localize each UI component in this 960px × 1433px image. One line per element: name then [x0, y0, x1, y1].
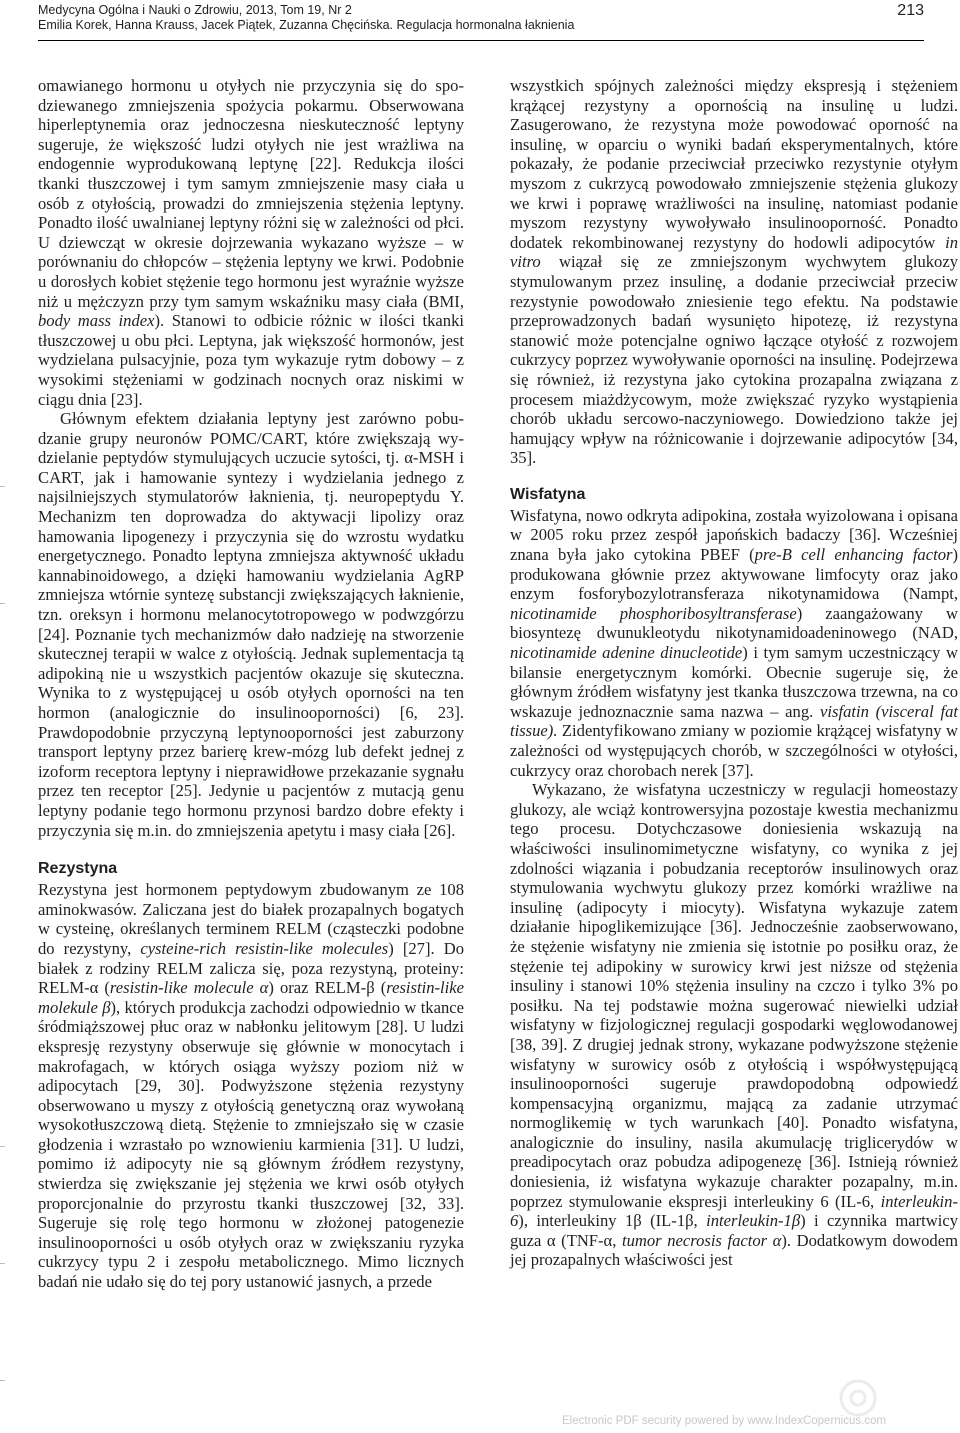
- paragraph: omawianego hormonu u otyłych nie przyczynia się do spodziewanego zmniejszenia spożycia pokarmu. Obserwowana hiperleptynemia oraz jednoczesna nieskuteczność leptyny sugeruje, że większość ludzi otyłych nie jest wrażliwa na endogennie wyprodukowaną leptynę [22]. Redukcja ilości tkanki tłuszczowej i tym samym zmniejszenie masy ciała u osób z otyłością, prowadzi do zmniejszenia stężenia leptyny. Ponadto ilość uwalnianej leptyny różni się w zależności od płci. U dziewcząt w okresie dojrzewania wykazano wyższe – w porównaniu do chłopców – stężenia leptyny we krwi. Podobnie u dorosłych kobiet stężenie tego hormonu jest wyraźnie wyższe niż u mężczyzn przy tym samym wskaźniku masy ciała (BMI, body mass index). Stanowi to odbicie różnic w ilości tkanki tłuszczowej u obu płci. Leptyna, jak większość hormonów, jest wydzielana pulsacyjnie, poza tym wykazuje rytm dobowy – z wysokimi stężeniami w godzinach nocnych oraz niskimi w ciągu dnia [23].: [38, 76, 464, 409]
- right-column: [510, 76, 958, 1270]
- margin-mark: [0, 1146, 5, 1147]
- margin-mark: [0, 1380, 5, 1381]
- left-column: [38, 76, 464, 1292]
- paragraph: wszystkich spójnych zależności między ekspresją i stężeniem krążącej rezystyny a opornością na insulinę u ludzi. Zasugerowano, że rezystyna może powodować oporność na insulinę, w oparciu o wyniki badań eksperymentalnych, które pokazały, że podanie przeciwciał przeciwko rezystynie otyłym myszom z cukrzycą powodowało zmniejszenie stężenia glukozy we krwi i poprawę wrażliwości na insulinę, natomiast podanie myszom rezystyny wywoływało insulinooporność. Ponadto dodatek rekombinowanej rezystyny do hodowli adipocytów in vitro wiązał się ze zmniejszonym wychwytem glukozy stymulowanym przez insulinę, a dodanie przeciwciał przeciw rezystynie powodowało zniesienie tego efektu. Na podstawie przeprowadzonych badań wysunięto hipotezę, iż rezystyna stanowić może potencjalne ogniwo łączące otyłość z rozwojem cukrzycy poprzez wywoływanie oporności na insulinę. Podejrzewa się również, iż rezystyna jako cytokina prozapalna związana z procesem miażdżycowym, może zwiększać ryzyko wystąpienia chorób układu sercowo-naczyniowego. Dowiedziono także jej hamujący wpływ na różnicowanie i dojrzewanie adipocytów [34, 35].: [510, 76, 958, 468]
- paragraph: Rezystyna jest hormonem peptydowym zbudowanym ze 108 aminokwasów. Zaliczana jest do białek prozapalnych bogatych w cysteinę, określanych terminem RELM (cząsteczki podobne do rezystyny, cysteine-rich resistin-like molecules) [27]. Do białek z rodziny RELM zalicza się, poza rezystyną, proteiny: RELM-α (resistin-like molecule α) oraz RELM-β (resistin-like molekule β), których produkcja zachodzi odpowiednio w tkance śródmiąższowej płuc oraz w nabłonku jelitowym [28]. U ludzi ekspresję rezystyny obserwuje się głównie w monocytach i makrofagach, w których osiąga wyższy poziom niż w adipocytach [29, 30]. Podwyższone stężenia rezystyny obserwowano u myszy z otyłością genetyczną oraz wywołaną wysokotłuszczową dietą. Stężenie to zmniejszało się w czasie głodzenia i wzrastało po wznowieniu karmienia [31]. U ludzi, pomimo iż adipocyty nie są głównym źródłem rezystyny, stwierdza się zwiększanie jej stężenia we krwi osób otyłych proporcjonalnie do przyrostu tkanki tłuszczowej [32, 33]. Sugeruje się rolę tego hormonu w złożonej patogenezie insulinooporności u osób otyłych oraz w zwiększaniu ryzyka cukrzycy typu 2 i zespołu metabolicznego. Mimo licznych badań nie udało się do tej pory ustanowić jasnych, a przede: [38, 880, 464, 1292]
- paragraph: Wisfatyna, nowo odkryta adipokina, została wyizolowana i opisana w 2005 roku przez zespół japońskich badaczy [36]. Wcześniej znana była jako cytokina PBEF (pre-B cell enhancing factor) produkowana głównie przez aktywowane limfocyty oraz jako enzym fosforybozylotransferaza nikotynamidowa (Nampt, nicotinamide phosphoribosyltransferase) zaangażowany w biosyntezę dwunukleotydu nikotynamidoadeninowego (NAD, nicotinamide adenine dinucleotide) i tym samym uczestniczący w bilansie energetycznym komórki. Obecnie sugeruje się, że głównym źródłem wisfatyny jest tkanka tłuszczowa trzewna, na co wskazuje jednoznacznie sama nazwa – ang. visfatin (visceral fat tissue). Zidentyfikowano zmiany w poziomie krążącej wisfatyny w zależności od występujących chorób, w szczególności w otyłości, cukrzycy oraz chorobach nerek [37].: [510, 505, 959, 780]
- section-heading-rezystyna: Rezystyna: [38, 860, 118, 878]
- article-authors-title: Emilia Korek, Hanna Krauss, Jacek Piątek, Zuzanna Chęcińska. Regulacja hormonalna łaknienia: [38, 18, 575, 32]
- page-number: 213: [897, 2, 924, 19]
- margin-mark: [0, 603, 5, 604]
- margin-mark: [0, 486, 5, 487]
- watermark-logo-icon: [838, 1378, 878, 1418]
- journal-title: Medycyna Ogólna i Nauki o Zdrowiu, 2013, Tom 19, Nr 2: [38, 3, 352, 17]
- running-header: [38, 0, 924, 41]
- margin-mark: [0, 1263, 5, 1264]
- footer-security-notice: Electronic PDF security powered by www.IndexCopernicus.com: [562, 1415, 887, 1427]
- paragraph: Głównym efektem działania leptyny jest zarówno pobudzanie grupy neuronów POMC/CART, które zwiększają wydzielanie peptydów stymulujących uczucie sytości, tj. α-MSH i CART, jak i hamowanie syntezy i wydzielania jednego z najsilniejszych stymulatorów łaknienia, tj. neuropeptydu Y. Mechanizm ten doprowadza do aktywacji lipolizy oraz hamowania lipogenezy i przyczynia się do wzrostu wydatku energetycznego. Ponadto leptyna zmniejsza aktywność układu kannabinoidowego, a dzięki hamowaniu wydzielania AgRP zmniejsza wtórnie syntezę substancji zwiększających łaknienie, tzn. oreksyn i hormonu melanocytotropowego w podwzgórzu [24]. Poznanie tych mechanizmów dało nadzieję na stworzenie skutecznej terapii w walce z otyłością. Jednak suplementacja tą adipokiną nie u wszystkich pacjentów okazuje się skuteczna. Wynika to z występującej u osób otyłych oporności na ten hormon (analogicznie do insulinooporności) [6, 23]. Prawdopodobnie przyczyną leptynooporności jest zaburzony transport leptyny przez barierę krew-mózg lub defekt jednej z izoform receptora leptyny i nieprawidłowe przekazanie sygnału przez ten receptor [25]. Jedynie u pacjentów z mutacją genu leptyny podanie tego hormonu przynosi bardzo dobre efekty i przyczynia się m.in. do zmniejszenia apetytu i masy ciała [26].: [38, 409, 464, 840]
- paragraph: Wykazano, że wisfatyna uczestniczy w regulacji homeostazy glukozy, ale wciąż kontrowersyjna pozostaje kwestia mechanizmu tego procesu. Dotychczasowe doniesienia wskazują na właściwości insulinomimetyczne wisfatyny, co wynika z jej zdolności wiązania i pobudzania receptorów insulinowych oraz stymulowania wychwytu glukozy przez komórki wrażliwe na insulinę (adipocyty i miocyty). Wisfatyna wykazuje zatem działanie hipoglikemizujące [36]. Jednocześnie zaobserwowano, że stężenie wisfatyny nie zmienia się istotnie po posiłku oraz, że stężenie tej adipokiny w surowicy krwi jest niższe od stężenia insuliny i stanowi 10% stężenia insuliny na czczo i tylko 3% po posiłku. Na tej podstawie można sugerować niewielki udział wisfatyny w fizjologicznej regulacji gospodarki węglowodanowej [38, 39]. Z drugiej jednak strony, wykazane podwyższone stężenie wisfatyny w surowicy osób z otyłością i współwystępującą insulinooporności sugeruje prawdopodobną odpowiedź kompensacyjną organizmu, mającą za zadanie utrzymać normoglikemię w tych warunkach [40]. Ponadto wisfatyna, analogicznie do insuliny, nasila akumulację triglicerydów w preadipocytach oraz pobudza adipogenezę [36]. Istnieją również doniesienia, iż wisfatyna wykazuje charakter pozapalny, m.in. poprzez stymulowanie ekspresji interleukiny 6 (IL-6, interleukin-6), interleukiny 1β (IL-1β, interleukin-1β) i czynnika martwicy guza α (TNF-α, tumor necrosis factor α). Dodatkowym dowodem jej prozapalnych właściwości jest: [510, 780, 958, 1270]
- section-heading-wisfatyna: Wisfatyna: [510, 485, 586, 503]
